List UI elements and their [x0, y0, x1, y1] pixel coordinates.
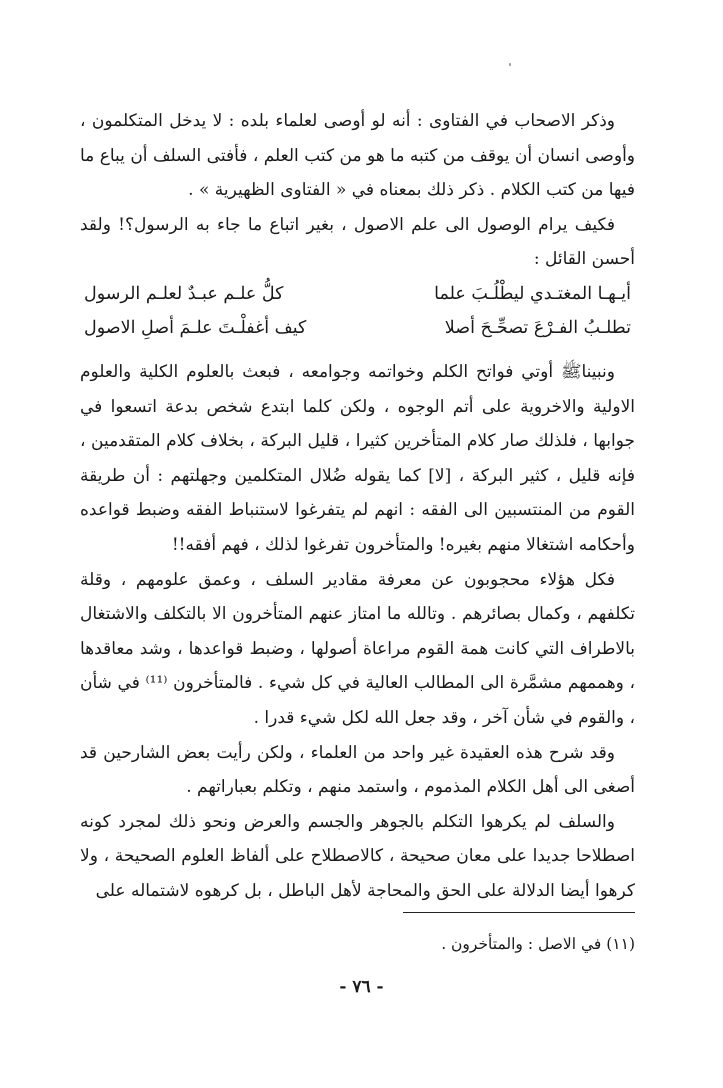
footnote: (١١) في الاصل : والمتأخرون .	[441, 935, 635, 953]
verse-2-second-hemistich: كيف أغفلْـتَ علـمَ أصلِ الاصول	[84, 317, 307, 338]
verse-1-first-hemistich: أيـهـا المغتـدي ليطْلُـبَ علما	[434, 283, 631, 304]
paragraph-usul: فكيف يرام الوصول الى علم الاصول ، بغير اتباع ما جاء به الرسول؟! ولقد أحسن القائل :	[80, 214, 635, 270]
verse-line-1	[80, 277, 635, 311]
verse-2-first-hemistich: تطلـبُ الفـرْعَ تصحِّـحَ أصلا	[444, 317, 631, 338]
paragraph-kalam: والسلف لم يكرهوا التكلم بالجوهر والجسم والعرض ونحو ذلك لمجرد كونه اصطلاحا جديدا على معان صحيحة ، كالاصطلاح على ألفاظ العلوم الصحيحة ، ولا كرهوا أيضا الدلالة على الحق والمحاجة لأهل الباطل ، بل كرهوه لاشتماله على	[80, 811, 635, 901]
footnote-divider	[403, 912, 635, 913]
paragraph-salaf: فكل هؤلاء محجوبون عن معرفة مقادير السلف ، وعمق علومهم ، وقلة تكلفهم ، وكمال بصائرهم . وتالله ما امتاز عنهم المتأخرون الا بالتكلف والاشتغال بالاطراف التي كانت همة القوم مراعاة أصولها ، وضبط قواعدها ، وشد معاقدها ، وهممهم مشمَّرة الى المطالب العالية في كل شيء . فالمتأخرون ⁽¹¹⁾ في شأن ، والقوم في شأن آخر ، وقد جعل الله لكل شيء قدرا .	[80, 569, 636, 728]
verse-1-second-hemistich: كلُّ علـم عبـدٌ لعلـم الرسول	[84, 283, 284, 304]
page-number: - ٧٦ -	[339, 977, 384, 997]
scan-speck	[509, 63, 511, 66]
poem	[80, 277, 635, 345]
paragraph-commentators: وقد شرح هذه العقيدة غير واحد من العلماء ، ولكن رأيت بعض الشارحين قد أصغى الى أهل الكلام المذموم ، واستمد منهم ، وتكلم بعباراتهم .	[80, 742, 635, 798]
paragraph-fatawa: وذكر الاصحاب في الفتاوى : أنه لو أوصى لعلماء بلده : لا يدخل المتكلمون ، وأوصى انسان أن يوقف من كتبه ما هو من كتب العلم ، فأفتى السلف أن يباع ما فيها من كتب الكلام . ذكر ذلك بمعناه في « الفتاوى الظهيرية » .	[80, 111, 635, 201]
verse-line-2	[80, 311, 635, 345]
paragraph-prophet: ونبيناﷺ أوتي فواتح الكلم وخواتمه وجوامعه ، فبعث بالعلوم الكلية والعلوم الاولية والاخروية على أتم الوجوه ، ولكن كلما ابتدع شخص بدعة اتسعوا في جوابها ، فلذلك صار كلام المتأخرين كثيرا ، قليل البركة ، بخلاف كلام المتقدمين ، فإنه قليل ، كثير البركة ، [لا] كما يقوله ضُلال المتكلمين وجهلتهم : أن طريقة القوم من المنتسبين الى الفقه : انهم لم يتفرغوا لاستنباط الفقه وضبط قواعده وأحكامه اشتغالا منهم بغيره! والمتأخرون تفرغوا لذلك ، فهم أفقه!!	[80, 361, 635, 555]
main-text	[80, 104, 635, 908]
